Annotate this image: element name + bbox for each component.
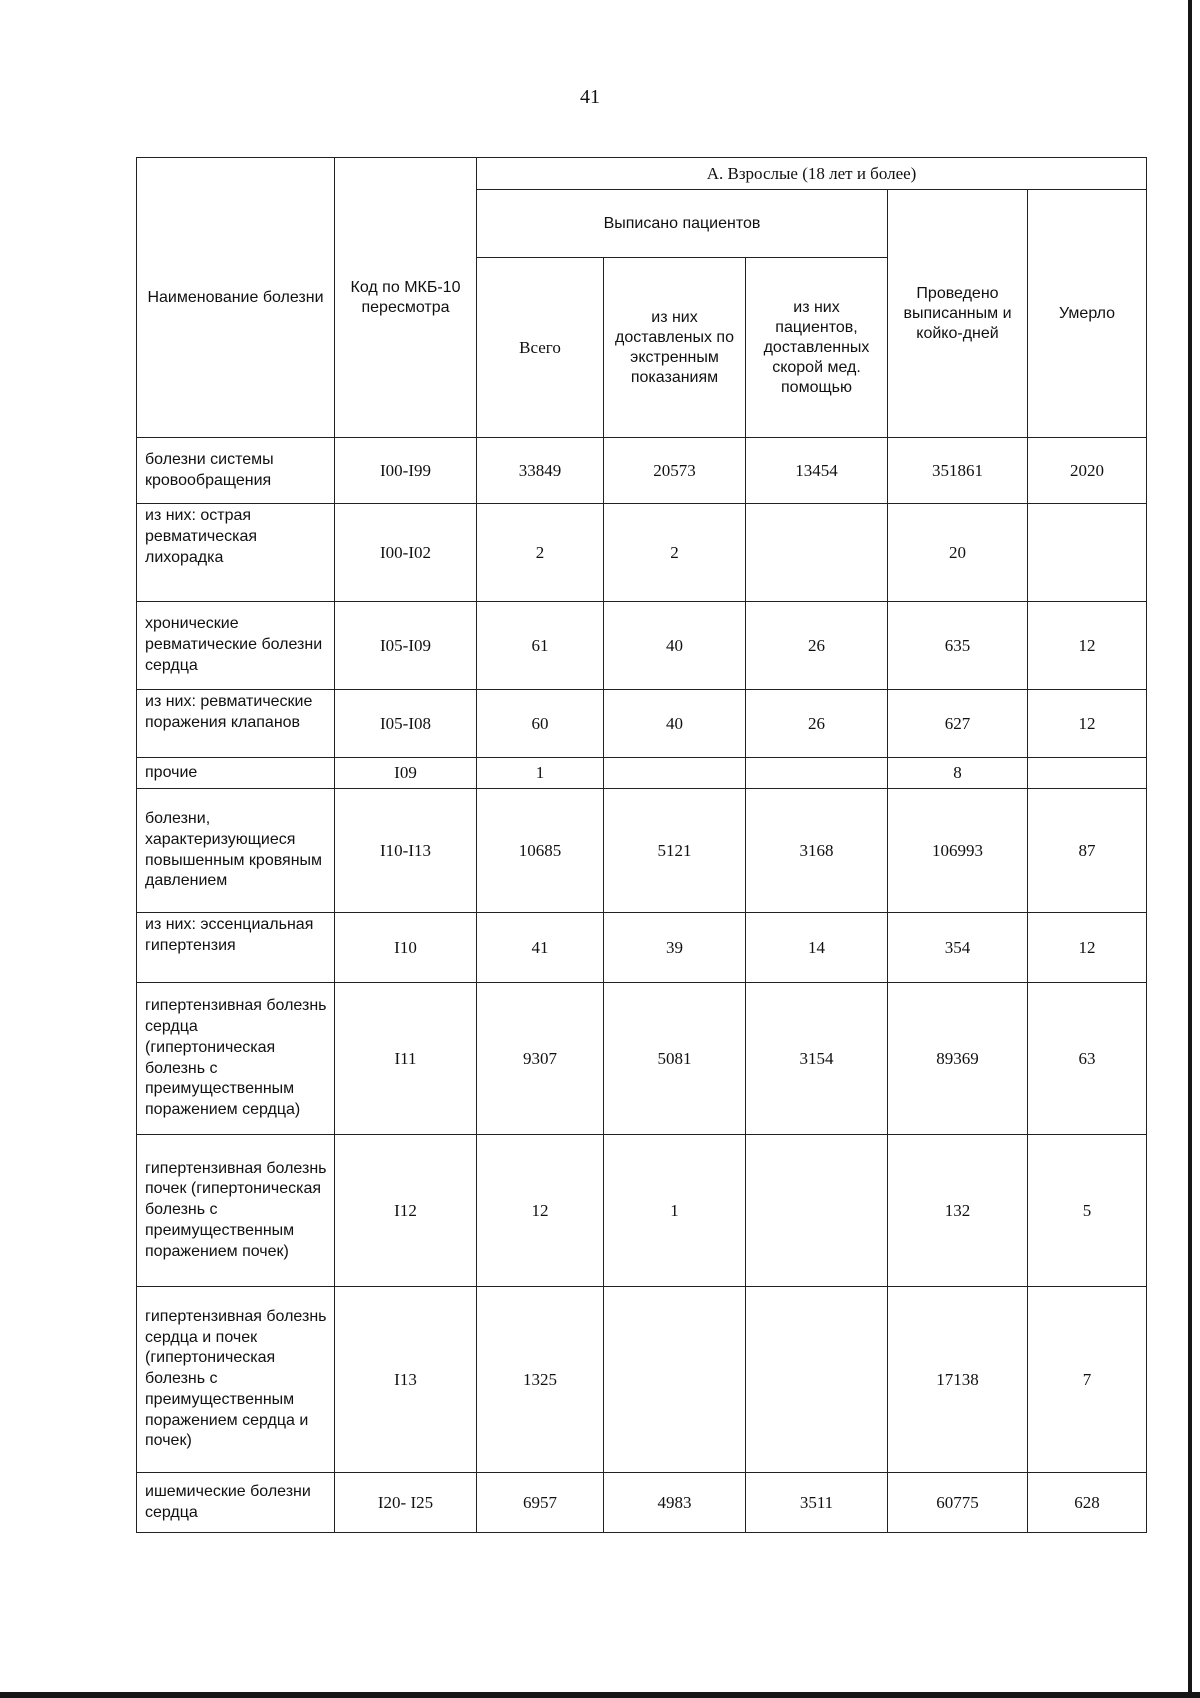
cell-name: из них: ревматические поражения клапанов [137,690,335,758]
cell-died: 12 [1028,913,1147,983]
cell-died: 7 [1028,1287,1147,1473]
cell-code: I00-I99 [335,438,477,504]
cell-ambulance: 3168 [746,789,888,913]
header-ambulance: из них пациентов, доставленных скорой мед. помощью [746,258,888,438]
cell-total: 9307 [477,983,604,1135]
morbidity-table [136,157,1147,1533]
cell-name: хронические ревматические болезни сердца [137,602,335,690]
cell-emergency: 40 [604,690,746,758]
cell-total: 60 [477,690,604,758]
cell-emergency [604,758,746,789]
cell-bed-days: 8 [888,758,1028,789]
table-row [137,1473,1147,1533]
cell-ambulance [746,1287,888,1473]
cell-emergency: 5121 [604,789,746,913]
cell-total: 1 [477,758,604,789]
cell-bed-days: 132 [888,1135,1028,1287]
cell-code: I05-I08 [335,690,477,758]
cell-emergency: 40 [604,602,746,690]
cell-name: болезни, характеризующиеся повышенным кровяным давлением [137,789,335,913]
cell-died [1028,758,1147,789]
cell-emergency [604,1287,746,1473]
table-row [137,913,1147,983]
table-row [137,602,1147,690]
page-number: 41 [580,86,600,108]
cell-bed-days: 627 [888,690,1028,758]
cell-died: 12 [1028,690,1147,758]
cell-ambulance: 26 [746,602,888,690]
cell-bed-days: 354 [888,913,1028,983]
cell-died [1028,504,1147,602]
cell-ambulance: 26 [746,690,888,758]
cell-name: гипертензивная болезнь сердца (гипертоническая болезнь с преимущественным поражением сердца) [137,983,335,1135]
header-total: Всего [477,258,604,438]
cell-bed-days: 20 [888,504,1028,602]
cell-total: 41 [477,913,604,983]
table-row [137,789,1147,913]
header-bed-days: Проведено выписанным и койко-дней [888,190,1028,438]
cell-name: гипертензивная болезнь сердца и почек (гипертоническая болезнь с преимущественным поражением сердца и почек) [137,1287,335,1473]
cell-bed-days: 106993 [888,789,1028,913]
header-emergency: из них доставленых по экстренным показаниям [604,258,746,438]
cell-ambulance [746,504,888,602]
page-edge-bottom [0,1692,1200,1698]
cell-code: I00-I02 [335,504,477,602]
table-row [137,1287,1147,1473]
cell-code: I13 [335,1287,477,1473]
cell-code: I10-I13 [335,789,477,913]
table-row [137,504,1147,602]
cell-name: из них: острая ревматическая лихорадка [137,504,335,602]
page-edge-right [1188,0,1192,1698]
cell-died: 63 [1028,983,1147,1135]
cell-total: 6957 [477,1473,604,1533]
cell-name: болезни системы кровообращения [137,438,335,504]
cell-emergency: 2 [604,504,746,602]
table-row [137,438,1147,504]
cell-emergency: 4983 [604,1473,746,1533]
cell-died: 12 [1028,602,1147,690]
cell-emergency: 1 [604,1135,746,1287]
cell-ambulance: 14 [746,913,888,983]
header-discharged: Выписано пациентов [477,190,888,258]
cell-ambulance: 13454 [746,438,888,504]
cell-name: ишемические болезни сердца [137,1473,335,1533]
cell-total: 10685 [477,789,604,913]
header-died: Умерло [1028,190,1147,438]
cell-code: I09 [335,758,477,789]
cell-emergency: 39 [604,913,746,983]
cell-ambulance [746,1135,888,1287]
cell-name: гипертензивная болезнь почек (гипертоническая болезнь с преимущественным поражением почек) [137,1135,335,1287]
cell-total: 61 [477,602,604,690]
cell-name: из них: эссенциальная гипертензия [137,913,335,983]
cell-code: I11 [335,983,477,1135]
cell-ambulance [746,758,888,789]
cell-emergency: 5081 [604,983,746,1135]
cell-code: I12 [335,1135,477,1287]
cell-ambulance: 3154 [746,983,888,1135]
header-group: А. Взрослые (18 лет и более) [477,158,1147,190]
cell-died: 5 [1028,1135,1147,1287]
table-row [137,758,1147,789]
cell-emergency: 20573 [604,438,746,504]
cell-name: прочие [137,758,335,789]
header-code: Код по МКБ-10 пересмотра [335,158,477,438]
cell-code: I20- I25 [335,1473,477,1533]
cell-bed-days: 635 [888,602,1028,690]
cell-bed-days: 60775 [888,1473,1028,1533]
cell-bed-days: 17138 [888,1287,1028,1473]
cell-died: 628 [1028,1473,1147,1533]
cell-code: I10 [335,913,477,983]
cell-total: 33849 [477,438,604,504]
cell-died: 2020 [1028,438,1147,504]
cell-total: 2 [477,504,604,602]
cell-ambulance: 3511 [746,1473,888,1533]
table-row [137,690,1147,758]
cell-total: 12 [477,1135,604,1287]
cell-died: 87 [1028,789,1147,913]
cell-code: I05-I09 [335,602,477,690]
cell-total: 1325 [477,1287,604,1473]
header-name: Наименование болезни [137,158,335,438]
cell-bed-days: 351861 [888,438,1028,504]
table-row [137,983,1147,1135]
table-row [137,1135,1147,1287]
cell-bed-days: 89369 [888,983,1028,1135]
